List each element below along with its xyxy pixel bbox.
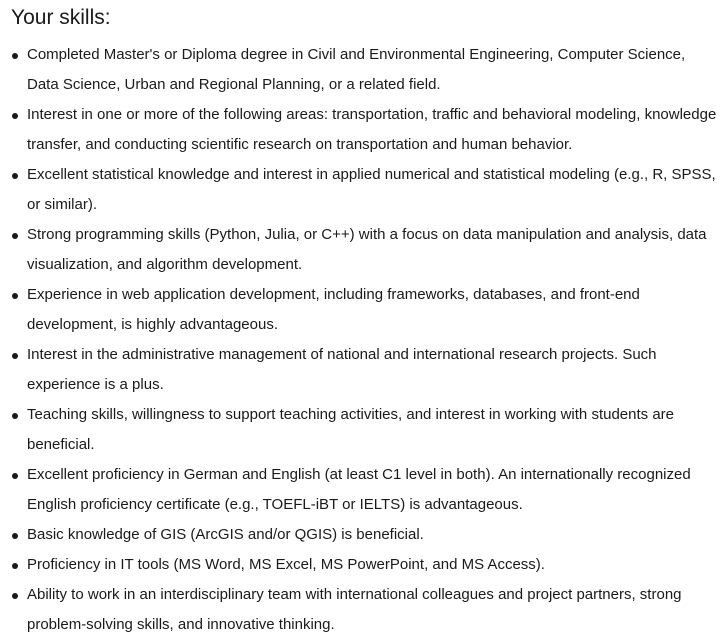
list-item-text: Excellent proficiency in German and English (at least C1 level in both). An internationally recognized English proficiency certificate (e.g., TOEFL-iBT or IELTS) is advantageous. [27,466,691,513]
list-item [0,340,726,400]
bullet-icon [12,113,18,119]
list-item-text: Excellent statistical knowledge and interest in applied numerical and statistical modeling (e.g., R, SPSS, or similar). [27,166,716,213]
bullet-icon [12,593,18,599]
bullet-icon [12,233,18,239]
bullet-icon [12,563,18,569]
bullet-icon [12,473,18,479]
list-item-text: Proficiency in IT tools (MS Word, MS Excel, MS PowerPoint, and MS Access). [27,556,545,573]
section-heading: Your skills: [11,6,111,29]
list-item-text: Interest in the administrative management of national and international research projects. Such experience is a plus. [27,346,657,393]
bullet-icon [12,53,18,59]
list-item-text: Completed Master's or Diploma degree in Civil and Environmental Engineering, Computer Science, Data Science, Urban and Regional Planning, or a related field. [27,46,686,93]
list-item-text: Basic knowledge of GIS (ArcGIS and/or QGIS) is beneficial. [27,526,424,543]
list-item-text: Teaching skills, willingness to support teaching activities, and interest in working with students are beneficial. [27,406,674,453]
list-item-text: Experience in web application development, including frameworks, databases, and front-end development, is highly advantageous. [27,286,640,333]
bullet-icon [12,173,18,179]
bullet-icon [12,533,18,539]
skills-list [0,40,726,640]
list-item [0,550,726,580]
list-item [0,40,726,100]
list-item [0,220,726,280]
list-item [0,160,726,220]
list-item [0,400,726,460]
list-item [0,100,726,160]
list-item [0,580,726,640]
list-item-text: Interest in one or more of the following areas: transportation, traffic and behavioral modeling, knowledge transfer, and conducting scientific research on transportation and human behavior. [27,106,717,153]
list-item-text: Strong programming skills (Python, Julia, or C++) with a focus on data manipulation and analysis, data visualization, and algorithm development. [27,226,707,273]
list-item [0,460,726,520]
bullet-icon [12,353,18,359]
bullet-icon [12,293,18,299]
list-item [0,520,726,550]
bullet-icon [12,413,18,419]
list-item [0,280,726,340]
list-item-text: Ability to work in an interdisciplinary team with international colleagues and project partners, strong problem-solving skills, and innovative thinking. [27,586,682,633]
